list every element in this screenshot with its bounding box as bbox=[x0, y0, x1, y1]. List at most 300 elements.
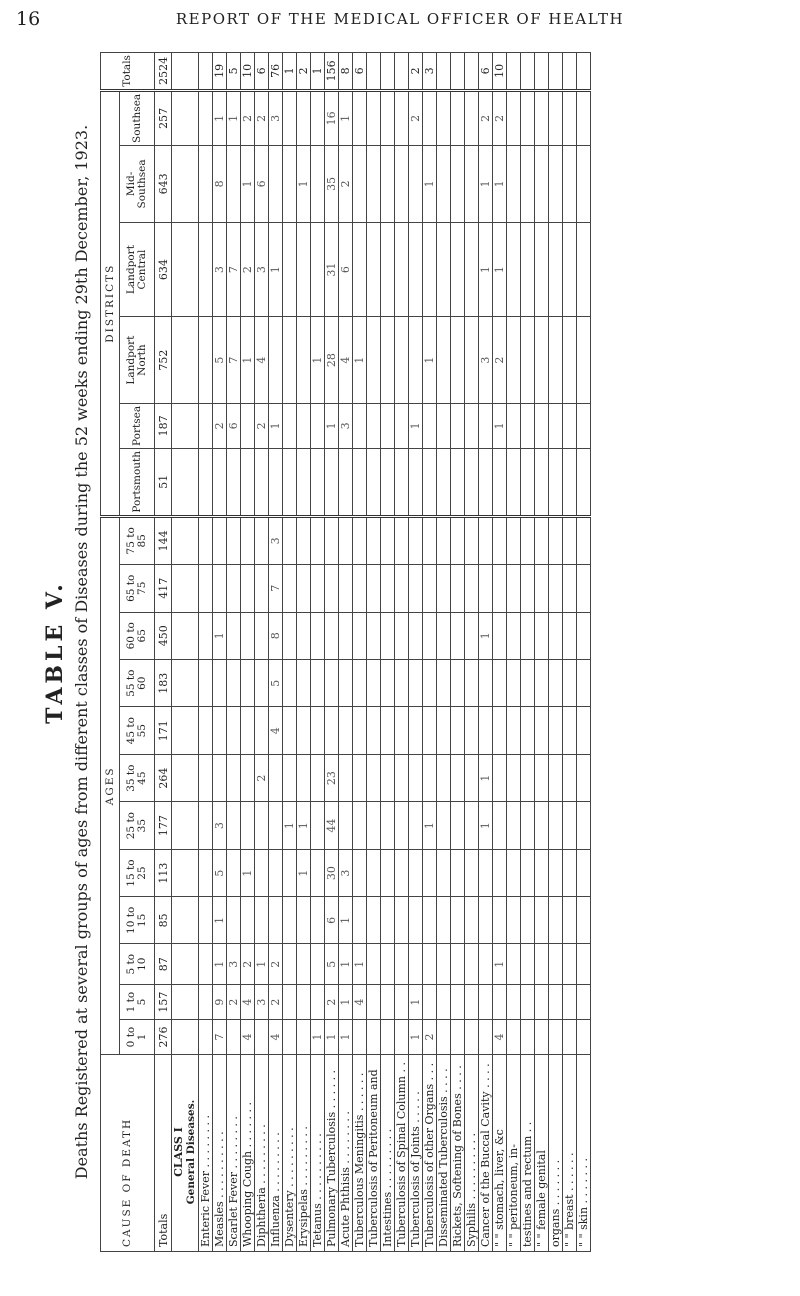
age-value-cell bbox=[437, 897, 451, 944]
district-value-cell bbox=[269, 145, 283, 222]
age-value-cell bbox=[297, 944, 311, 985]
district-value-cell bbox=[367, 317, 381, 404]
age-value-cell bbox=[549, 944, 563, 985]
age-value-cell bbox=[549, 565, 563, 612]
age-value-cell bbox=[325, 612, 339, 659]
age-value-cell bbox=[199, 707, 213, 754]
cause-cell: Acute Phthisis . . . . . . . . bbox=[339, 1055, 353, 1252]
age-value-cell bbox=[339, 707, 353, 754]
age-value-cell bbox=[577, 1020, 591, 1055]
district-value-cell bbox=[409, 448, 423, 516]
district-value-cell: 5 bbox=[213, 317, 227, 404]
age-value-cell: 1 bbox=[213, 897, 227, 944]
age-value-cell: 1 bbox=[241, 849, 255, 896]
district-value-cell bbox=[451, 90, 465, 145]
age-value-cell bbox=[269, 849, 283, 896]
district-value-cell bbox=[549, 90, 563, 145]
age-value-cell bbox=[451, 944, 465, 985]
age-column-header: 10 to 15 bbox=[120, 897, 155, 944]
age-value-cell bbox=[199, 849, 213, 896]
age-value-cell bbox=[521, 944, 535, 985]
age-value-cell bbox=[311, 659, 325, 706]
age-value-cell bbox=[549, 707, 563, 754]
district-value-cell bbox=[409, 317, 423, 404]
district-value-cell bbox=[297, 317, 311, 404]
age-value-cell bbox=[577, 944, 591, 985]
district-value-cell: 8 bbox=[213, 145, 227, 222]
row-total-cell: 2 bbox=[297, 53, 311, 91]
district-value-cell bbox=[577, 448, 591, 516]
table-title-block bbox=[40, 52, 91, 1252]
district-value-cell bbox=[409, 145, 423, 222]
deaths-table bbox=[100, 52, 591, 1252]
age-value-cell bbox=[507, 849, 521, 896]
district-value-cell: 2 bbox=[409, 90, 423, 145]
table-row bbox=[227, 53, 241, 1252]
age-value-cell bbox=[451, 802, 465, 849]
age-value-cell bbox=[437, 754, 451, 801]
district-value-cell: 1 bbox=[353, 317, 367, 404]
total-district-cell: 752 bbox=[155, 317, 172, 404]
age-value-cell bbox=[297, 516, 311, 564]
age-value-cell: 1 bbox=[213, 944, 227, 985]
age-value-cell bbox=[479, 985, 493, 1020]
age-value-cell: 1 bbox=[311, 1020, 325, 1055]
district-value-cell: 1 bbox=[493, 403, 507, 448]
total-age-cell: 450 bbox=[155, 612, 172, 659]
row-total-cell bbox=[437, 53, 451, 91]
district-value-cell: 1 bbox=[479, 222, 493, 316]
age-value-cell bbox=[549, 897, 563, 944]
age-value-cell bbox=[353, 565, 367, 612]
table-row bbox=[409, 53, 423, 1252]
empty-cell bbox=[172, 90, 199, 145]
age-value-cell bbox=[577, 565, 591, 612]
district-value-cell: 3 bbox=[479, 317, 493, 404]
cause-cell: Tuberculosis of Joints . . . . . bbox=[409, 1055, 423, 1252]
age-value-cell bbox=[353, 1020, 367, 1055]
age-value-cell bbox=[521, 1020, 535, 1055]
table-row bbox=[577, 53, 591, 1252]
row-total-cell: 156 bbox=[325, 53, 339, 91]
age-value-cell bbox=[479, 1020, 493, 1055]
age-value-cell bbox=[367, 985, 381, 1020]
age-value-cell: 1 bbox=[339, 1020, 353, 1055]
age-value-cell bbox=[493, 754, 507, 801]
cause-cell: Measles . . . . . . . . . . bbox=[213, 1055, 227, 1252]
age-value-cell bbox=[507, 516, 521, 564]
total-age-cell: 264 bbox=[155, 754, 172, 801]
district-value-cell bbox=[199, 222, 213, 316]
district-value-cell: 35 bbox=[325, 145, 339, 222]
table-row bbox=[283, 53, 297, 1252]
age-value-cell bbox=[269, 802, 283, 849]
age-value-cell bbox=[381, 565, 395, 612]
age-value-cell bbox=[199, 897, 213, 944]
age-value-cell bbox=[325, 516, 339, 564]
age-value-cell bbox=[381, 985, 395, 1020]
district-value-cell bbox=[367, 403, 381, 448]
empty-cell bbox=[172, 317, 199, 404]
age-value-cell bbox=[381, 944, 395, 985]
empty-cell bbox=[172, 222, 199, 316]
age-value-cell bbox=[395, 707, 409, 754]
cause-cell: Pulmonary Tuberculosis . . . . . . bbox=[325, 1055, 339, 1252]
age-value-cell bbox=[577, 985, 591, 1020]
table-label: TABLE V. bbox=[42, 580, 68, 724]
district-value-cell: 3 bbox=[213, 222, 227, 316]
district-value-cell bbox=[451, 222, 465, 316]
total-age-cell: 183 bbox=[155, 659, 172, 706]
table-row bbox=[339, 53, 353, 1252]
age-value-cell bbox=[199, 516, 213, 564]
district-value-cell bbox=[395, 317, 409, 404]
age-value-cell bbox=[507, 754, 521, 801]
age-value-cell bbox=[493, 802, 507, 849]
age-value-cell bbox=[367, 897, 381, 944]
district-value-cell bbox=[311, 448, 325, 516]
age-value-cell bbox=[367, 849, 381, 896]
age-value-cell bbox=[465, 1020, 479, 1055]
age-value-cell: 2 bbox=[423, 1020, 437, 1055]
age-value-cell: 5 bbox=[269, 659, 283, 706]
total-age-cell: 87 bbox=[155, 944, 172, 985]
district-value-cell: 4 bbox=[255, 317, 269, 404]
age-value-cell bbox=[535, 985, 549, 1020]
age-value-cell bbox=[297, 707, 311, 754]
row-total-cell bbox=[199, 53, 213, 91]
age-value-cell bbox=[409, 707, 423, 754]
district-value-cell bbox=[381, 403, 395, 448]
table-row bbox=[269, 53, 283, 1252]
district-value-cell bbox=[521, 145, 535, 222]
district-value-cell bbox=[283, 403, 297, 448]
district-value-cell bbox=[563, 403, 577, 448]
rotated-table-area bbox=[40, 52, 740, 1252]
age-value-cell bbox=[563, 985, 577, 1020]
age-value-cell bbox=[549, 985, 563, 1020]
age-value-cell bbox=[479, 707, 493, 754]
district-value-cell bbox=[269, 448, 283, 516]
age-value-cell bbox=[283, 516, 297, 564]
district-value-cell bbox=[381, 317, 395, 404]
age-value-cell: 4 bbox=[493, 1020, 507, 1055]
row-total-cell: 76 bbox=[269, 53, 283, 91]
row-total-cell: 3 bbox=[423, 53, 437, 91]
age-value-cell bbox=[521, 802, 535, 849]
district-value-cell bbox=[227, 448, 241, 516]
district-value-cell bbox=[283, 145, 297, 222]
age-value-cell bbox=[395, 985, 409, 1020]
age-column-header: 55 to 60 bbox=[120, 659, 155, 706]
age-value-cell: 1 bbox=[409, 985, 423, 1020]
table-row bbox=[255, 53, 269, 1252]
age-value-cell bbox=[437, 516, 451, 564]
age-column-header: 75 to 85 bbox=[120, 516, 155, 564]
district-value-cell: 6 bbox=[339, 222, 353, 316]
district-column-header: Landport Central bbox=[120, 222, 155, 316]
table-row bbox=[451, 53, 465, 1252]
cause-cell: testines and rectum . . bbox=[521, 1055, 535, 1252]
age-value-cell bbox=[479, 897, 493, 944]
empty-cell bbox=[172, 985, 199, 1020]
age-value-cell bbox=[465, 944, 479, 985]
district-value-cell bbox=[255, 448, 269, 516]
district-value-cell: 2 bbox=[255, 90, 269, 145]
age-value-cell bbox=[465, 565, 479, 612]
age-value-cell bbox=[479, 944, 493, 985]
age-value-cell bbox=[283, 1020, 297, 1055]
age-value-cell: 1 bbox=[339, 985, 353, 1020]
empty-cell bbox=[172, 754, 199, 801]
age-value-cell bbox=[437, 707, 451, 754]
age-value-cell bbox=[325, 707, 339, 754]
age-value-cell bbox=[283, 944, 297, 985]
age-value-cell bbox=[465, 802, 479, 849]
district-value-cell bbox=[549, 403, 563, 448]
age-value-cell bbox=[213, 516, 227, 564]
cause-cell: Tuberculosis of Peritoneum and bbox=[367, 1055, 381, 1252]
age-value-cell bbox=[297, 754, 311, 801]
district-value-cell bbox=[409, 222, 423, 316]
district-value-cell bbox=[199, 317, 213, 404]
age-value-cell: 2 bbox=[255, 754, 269, 801]
age-value-cell bbox=[241, 565, 255, 612]
district-column-header: Portsmouth bbox=[120, 448, 155, 516]
class-heading-row bbox=[172, 53, 199, 1252]
age-value-cell: 2 bbox=[227, 985, 241, 1020]
age-value-cell bbox=[493, 516, 507, 564]
age-value-cell: 4 bbox=[241, 985, 255, 1020]
row-total-cell: 10 bbox=[493, 53, 507, 91]
age-value-cell bbox=[353, 516, 367, 564]
district-value-cell bbox=[227, 145, 241, 222]
district-value-cell: 1 bbox=[493, 222, 507, 316]
age-value-cell bbox=[465, 516, 479, 564]
age-value-cell bbox=[269, 754, 283, 801]
age-value-cell bbox=[241, 659, 255, 706]
district-value-cell bbox=[367, 145, 381, 222]
district-value-cell bbox=[353, 448, 367, 516]
age-value-cell bbox=[535, 516, 549, 564]
age-value-cell bbox=[297, 565, 311, 612]
empty-cell bbox=[172, 612, 199, 659]
age-value-cell bbox=[577, 754, 591, 801]
age-value-cell bbox=[199, 754, 213, 801]
table-row bbox=[465, 53, 479, 1252]
age-column-header: 1 to 5 bbox=[120, 985, 155, 1020]
age-value-cell: 4 bbox=[353, 985, 367, 1020]
age-value-cell bbox=[395, 565, 409, 612]
table-row bbox=[493, 53, 507, 1252]
age-value-cell bbox=[367, 802, 381, 849]
district-value-cell bbox=[451, 317, 465, 404]
cause-cell: Enteric Fever . . . . . . . . bbox=[199, 1055, 213, 1252]
district-value-cell bbox=[465, 90, 479, 145]
district-value-cell: 2 bbox=[213, 403, 227, 448]
district-value-cell bbox=[535, 90, 549, 145]
age-value-cell bbox=[325, 565, 339, 612]
table-row bbox=[297, 53, 311, 1252]
age-value-cell bbox=[535, 612, 549, 659]
age-value-cell bbox=[409, 659, 423, 706]
age-value-cell bbox=[199, 944, 213, 985]
age-column-header: 0 to 1 bbox=[120, 1020, 155, 1055]
age-column-header: 25 to 35 bbox=[120, 802, 155, 849]
cause-cell: Scarlet Fever . . . . . . . . bbox=[227, 1055, 241, 1252]
age-value-cell bbox=[479, 516, 493, 564]
age-value-cell bbox=[241, 754, 255, 801]
district-value-cell: 7 bbox=[227, 317, 241, 404]
district-value-cell: 3 bbox=[339, 403, 353, 448]
age-value-cell: 1 bbox=[213, 612, 227, 659]
row-total-cell bbox=[563, 53, 577, 91]
age-value-cell bbox=[563, 659, 577, 706]
age-value-cell: 2 bbox=[269, 985, 283, 1020]
age-value-cell bbox=[437, 849, 451, 896]
age-value-cell bbox=[465, 754, 479, 801]
age-value-cell bbox=[479, 565, 493, 612]
total-age-cell: 177 bbox=[155, 802, 172, 849]
age-value-cell: 23 bbox=[325, 754, 339, 801]
age-value-cell bbox=[255, 897, 269, 944]
age-value-cell bbox=[423, 849, 437, 896]
district-value-cell bbox=[577, 222, 591, 316]
district-value-cell bbox=[367, 222, 381, 316]
district-value-cell bbox=[423, 448, 437, 516]
age-value-cell bbox=[423, 754, 437, 801]
empty-cell bbox=[172, 849, 199, 896]
age-value-cell bbox=[311, 849, 325, 896]
age-value-cell bbox=[437, 612, 451, 659]
age-value-cell bbox=[367, 516, 381, 564]
total-age-cell: 157 bbox=[155, 985, 172, 1020]
age-value-cell bbox=[311, 707, 325, 754]
age-value-cell bbox=[213, 565, 227, 612]
age-value-cell bbox=[465, 612, 479, 659]
age-value-cell bbox=[255, 1020, 269, 1055]
age-value-cell bbox=[255, 802, 269, 849]
district-value-cell bbox=[549, 317, 563, 404]
age-value-cell: 4 bbox=[269, 707, 283, 754]
district-value-cell bbox=[269, 317, 283, 404]
district-value-cell bbox=[353, 90, 367, 145]
page-number: 16 bbox=[16, 8, 41, 30]
row-total-cell: 5 bbox=[227, 53, 241, 91]
cause-cell: " " stomach, liver, &c bbox=[493, 1055, 507, 1252]
district-value-cell bbox=[423, 403, 437, 448]
district-value-cell bbox=[381, 90, 395, 145]
age-value-cell: 44 bbox=[325, 802, 339, 849]
district-value-cell bbox=[395, 90, 409, 145]
age-value-cell bbox=[381, 849, 395, 896]
district-value-cell bbox=[451, 403, 465, 448]
age-value-cell bbox=[395, 802, 409, 849]
district-value-cell: 2 bbox=[493, 90, 507, 145]
district-value-cell bbox=[577, 145, 591, 222]
age-column-header: 45 to 55 bbox=[120, 707, 155, 754]
district-value-cell bbox=[437, 448, 451, 516]
district-value-cell: 1 bbox=[241, 317, 255, 404]
total-district-cell: 643 bbox=[155, 145, 172, 222]
district-value-cell bbox=[549, 222, 563, 316]
age-value-cell bbox=[381, 802, 395, 849]
age-value-cell bbox=[339, 754, 353, 801]
district-value-cell bbox=[339, 448, 353, 516]
district-value-cell bbox=[465, 317, 479, 404]
district-value-cell bbox=[577, 317, 591, 404]
total-district-cell: 51 bbox=[155, 448, 172, 516]
district-value-cell bbox=[577, 403, 591, 448]
district-value-cell bbox=[451, 448, 465, 516]
district-value-cell bbox=[465, 403, 479, 448]
table-row bbox=[423, 53, 437, 1252]
district-value-cell bbox=[423, 90, 437, 145]
age-value-cell bbox=[493, 985, 507, 1020]
age-value-cell bbox=[381, 516, 395, 564]
district-value-cell bbox=[521, 222, 535, 316]
age-value-cell bbox=[493, 707, 507, 754]
district-column-header: Mid-Southsea bbox=[120, 145, 155, 222]
age-value-cell bbox=[241, 612, 255, 659]
age-value-cell bbox=[395, 897, 409, 944]
age-value-cell bbox=[535, 1020, 549, 1055]
district-value-cell: 2 bbox=[479, 90, 493, 145]
age-value-cell bbox=[563, 516, 577, 564]
age-value-cell bbox=[507, 612, 521, 659]
age-value-cell bbox=[395, 516, 409, 564]
cause-of-death-header: CAUSE OF DEATH bbox=[101, 1055, 155, 1252]
age-value-cell bbox=[521, 659, 535, 706]
age-value-cell bbox=[283, 897, 297, 944]
district-value-cell bbox=[479, 403, 493, 448]
age-value-cell bbox=[465, 659, 479, 706]
age-value-cell bbox=[437, 944, 451, 985]
cause-cell: Dysentery . . . . . . . . . bbox=[283, 1055, 297, 1252]
age-value-cell bbox=[367, 707, 381, 754]
district-value-cell bbox=[507, 222, 521, 316]
age-value-cell: 1 bbox=[339, 897, 353, 944]
age-value-cell bbox=[479, 849, 493, 896]
total-district-cell: 257 bbox=[155, 90, 172, 145]
age-value-cell: 1 bbox=[493, 944, 507, 985]
age-value-cell bbox=[227, 516, 241, 564]
district-value-cell bbox=[535, 403, 549, 448]
age-value-cell bbox=[297, 612, 311, 659]
age-value-cell bbox=[241, 707, 255, 754]
district-value-cell bbox=[577, 90, 591, 145]
district-value-cell: 1 bbox=[493, 145, 507, 222]
district-value-cell bbox=[311, 403, 325, 448]
age-value-cell bbox=[339, 612, 353, 659]
district-value-cell: 2 bbox=[241, 222, 255, 316]
age-value-cell bbox=[353, 802, 367, 849]
age-value-cell bbox=[493, 897, 507, 944]
age-value-cell bbox=[311, 985, 325, 1020]
age-value-cell bbox=[297, 897, 311, 944]
empty-cell bbox=[172, 145, 199, 222]
cause-cell: organs . . . . . . . bbox=[549, 1055, 563, 1252]
table-row bbox=[395, 53, 409, 1252]
age-value-cell bbox=[241, 802, 255, 849]
district-value-cell: 6 bbox=[227, 403, 241, 448]
age-value-cell bbox=[297, 985, 311, 1020]
district-value-cell bbox=[465, 145, 479, 222]
table-row bbox=[479, 53, 493, 1252]
district-value-cell bbox=[437, 317, 451, 404]
age-value-cell bbox=[395, 1020, 409, 1055]
district-value-cell: 6 bbox=[255, 145, 269, 222]
